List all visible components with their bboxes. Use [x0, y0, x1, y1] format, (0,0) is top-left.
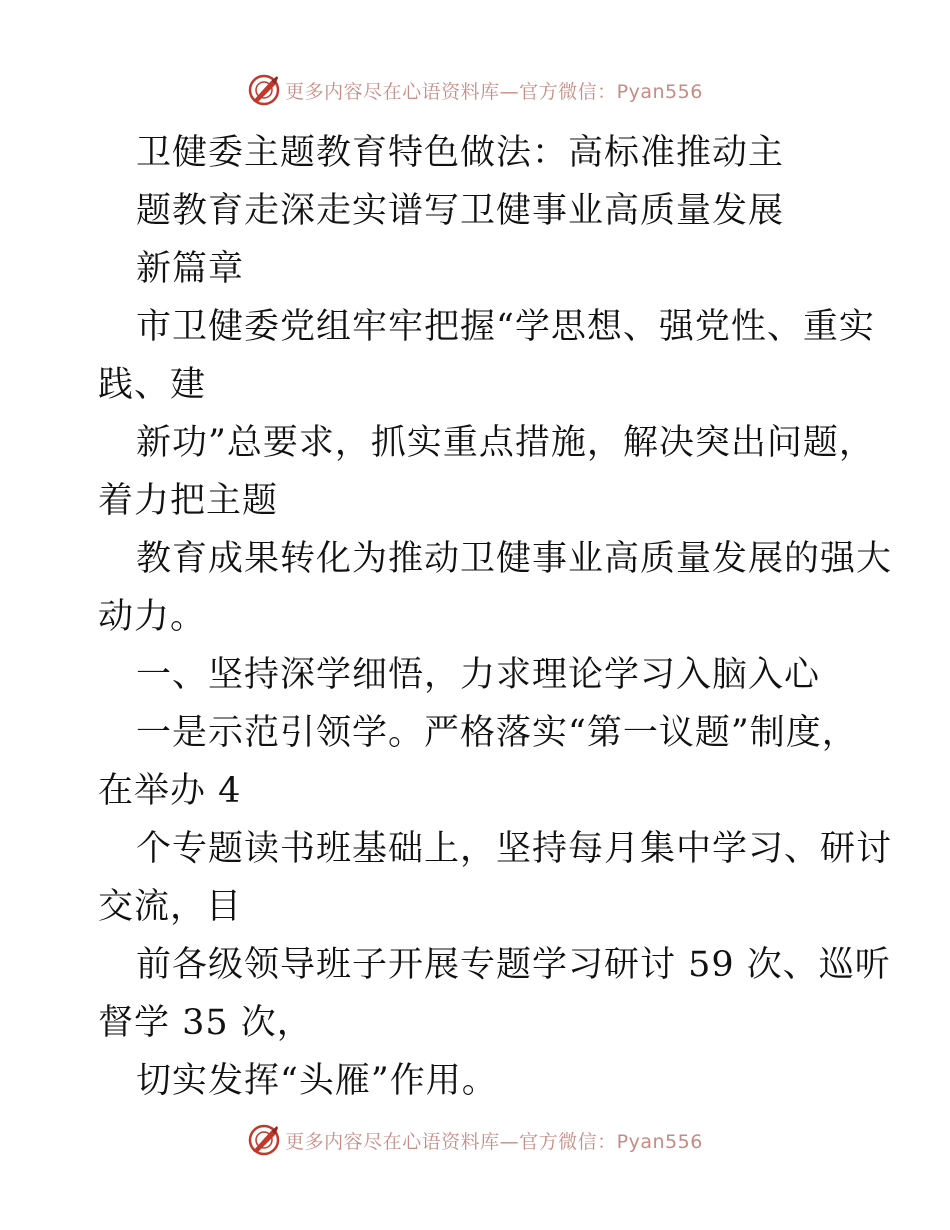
paragraph-line: 在举办 4	[98, 771, 242, 811]
paragraph-line: 市卫健委党组牢牢把握“学思想、强党性、重实	[136, 307, 875, 347]
paragraph-line: 个专题读书班基础上，坚持每月集中学习、研讨	[136, 829, 893, 869]
paragraph-line: 切实发挥“头雁”作用。	[136, 1061, 498, 1101]
footer-banner-text: 更多内容尽在心语资料库—官方微信：Pyan556	[285, 1130, 703, 1153]
pen-logo-icon	[247, 1123, 281, 1157]
paragraph-line: 交流，目	[98, 887, 243, 927]
paragraph-line: 新功”总要求，抓实重点措施，解决突出问题，	[136, 423, 875, 463]
title-line-1: 卫健委主题教育特色做法：高标准推动主	[136, 133, 785, 173]
paragraph-line: 前各级领导班子开展专题学习研讨 59 次、巡听	[136, 945, 891, 985]
header-banner-text: 更多内容尽在心语资料库—官方微信：Pyan556	[285, 80, 703, 103]
paragraph-line: 着力把主题	[98, 481, 279, 521]
paragraph-line: 教育成果转化为推动卫健事业高质量发展的强大	[136, 539, 893, 579]
header-watermark-banner	[0, 72, 950, 108]
paragraph-line: 一是示范引领学。严格落实“第一议题”制度，	[136, 713, 858, 753]
title-line-2: 题教育走深走实谱写卫健事业高质量发展	[136, 191, 785, 231]
footer-watermark-banner	[0, 1122, 950, 1158]
title-line-3: 新篇章	[136, 249, 245, 289]
paragraph-line: 动力。	[98, 597, 207, 637]
document-body	[98, 124, 893, 1110]
paragraph-line: 督学 35 次，	[98, 1003, 313, 1043]
pen-logo-icon	[247, 73, 281, 107]
section-heading: 一、坚持深学细悟，力求理论学习入脑入心	[136, 655, 821, 695]
paragraph-line: 践、建	[98, 365, 207, 405]
